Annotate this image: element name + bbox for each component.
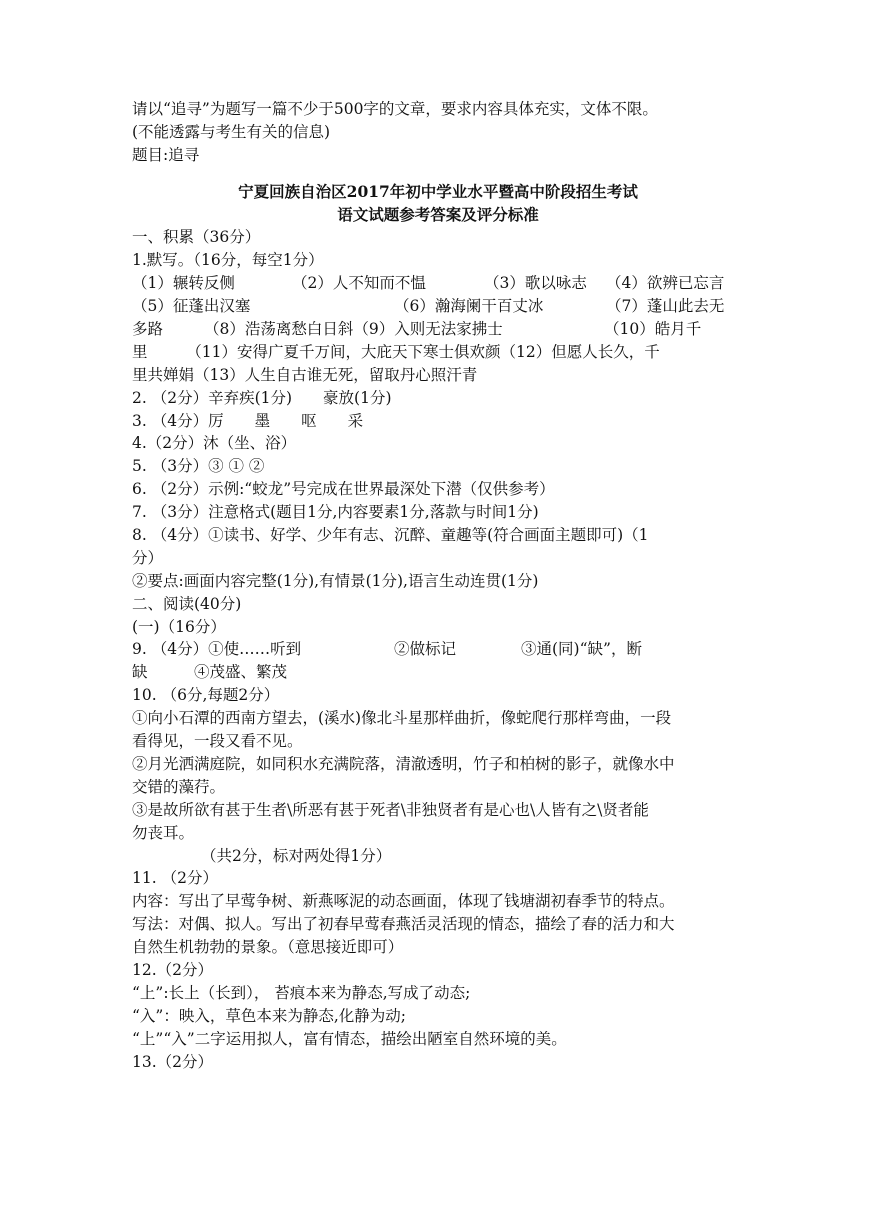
question-4-answer: 4.（2分）沐（坐、浴） (132, 434, 297, 453)
essay-prompt-note: (不能透露与考生有关的信息) (132, 122, 331, 141)
question-9-answers-row (132, 638, 744, 661)
answer-item: 多路 (132, 320, 164, 339)
essay-title-line: 题目:追寻 (132, 145, 200, 164)
answer-item: （5）征蓬出汉塞 (132, 297, 251, 316)
question-11-answer: 自然生机勃勃的景象。（意思接近即可） (132, 938, 404, 957)
question-3-answer: 3. （4分）厉 墨 呕 采 (132, 411, 364, 430)
question-10-answer: ③是故所欲有甚于生者\所恶有甚于死者\非独贤者有是心也\人皆有之\贤者能 (132, 800, 649, 819)
section-heading-accumulation: 一、积累（36分） (132, 228, 261, 247)
question-7-answer: 7. （3分）注意格式(题目1分,内容要素1分,落款与时间1分) (132, 503, 539, 522)
question-1-answers-row (132, 318, 744, 341)
question-10-answer: 勿丧耳。 (132, 823, 195, 842)
question-12-answer: “入”：映入，草色本来为静态,化静为动; (132, 1006, 406, 1025)
question-6-answer: 6. （2分）示例:“蛟龙”号完成在世界最深处下潜（仅供参考） (132, 480, 555, 499)
question-10-header: 10. （6分,每题2分） (132, 686, 280, 705)
question-5-answer: 5. （3分）③ ① ② (132, 457, 265, 476)
answer-item: （1）辗转反侧 (132, 274, 235, 293)
question-10-answer: ①向小石潭的西南方望去，(溪水)像北斗星那样曲折，像蛇爬行那样弯曲，一段 (132, 709, 672, 728)
question-1-answers-line: 里 （11）安得广夏千万间，大庇天下寒士俱欢颜（12）但愿人长久，千 (132, 342, 660, 361)
question-12-header: 12.（2分） (132, 960, 214, 979)
answer-document (132, 98, 744, 1073)
document-subtitle: 语文试题参考答案及评分标准 (337, 204, 539, 224)
question-12-answer: “上”:长上（长到）， 苔痕本来为静态,写成了动态; (132, 983, 471, 1002)
answer-item: ②做标记 (394, 640, 457, 659)
question-10-answer: 交错的藻荇。 (132, 777, 226, 796)
question-10-answer: 看得见，一段又看不见。 (132, 732, 303, 751)
section-heading-reading: 二、阅读(40分) (132, 594, 242, 613)
document-title: 宁夏回族自治区2017年初中学业水平暨高中阶段招生考试 (238, 181, 638, 201)
answer-item: （2）人不知而不愠 (292, 274, 426, 293)
question-8-answer: 分） (132, 548, 164, 567)
question-11-answer: 写法：对偶、拟人。写出了初春早莺春燕活灵活现的情态，描绘了春的活力和大 (132, 915, 675, 934)
question-1-answers-row (132, 272, 744, 295)
essay-prompt-line: 请以“追寻”为题写一篇不少于500字的文章，要求内容具体充实，文体不限。 (132, 100, 658, 118)
question-13-header: 13.（2分） (132, 1052, 214, 1071)
part-heading: (一)（16分） (132, 617, 226, 636)
answer-item: 9. （4分）①使……听到 (132, 640, 302, 659)
question-1-header: 1.默写。（16分，每空1分） (132, 251, 324, 270)
question-1-answers-line: 里共婵娟（13）人生自古谁无死，留取丹心照汗青 (132, 365, 478, 384)
answer-item: （10）皓月千 (604, 320, 702, 339)
question-11-answer: 内容：写出了早莺争树、新燕啄泥的动态画面，体现了钱塘湖初春季节的特点。 (132, 892, 675, 911)
question-8-answer: 8. （4分）①读书、好学、少年有志、沉醉、童趣等(符合画面主题即可)（1 (132, 526, 649, 545)
question-8-answer: ②要点:画面内容完整(1分),有情景(1分),语言生动连贯(1分) (132, 571, 539, 590)
question-1-answers-row (132, 295, 744, 318)
answer-item: （6）瀚海阑干百丈冰 (394, 297, 544, 316)
question-11-header: 11. （2分） (132, 869, 218, 888)
question-10-scoring-note: （共2分，标对两处得1分） (201, 846, 392, 865)
question-2-answer: 2. （2分）辛弃疾(1分) 豪放(1分) (132, 388, 392, 407)
answer-item: ③通(同)“缺”，断 (521, 640, 642, 659)
answer-item: （7）蓬山此去无 (606, 297, 725, 316)
question-9-answers-line: 缺 ④茂盛、繁茂 (132, 663, 288, 682)
answer-item: （4）欲辨已忘言 (606, 274, 725, 293)
answer-item: （3）歌以咏志 (484, 274, 587, 293)
question-10-answer: ②月光洒满庭院，如同积水充满院落，清澈透明，竹子和柏树的影子，就像水中 (132, 754, 675, 773)
question-12-answer: “上”“入”二字运用拟人，富有情态，描绘出陋室自然环境的美。 (132, 1029, 567, 1048)
answer-item: （8）浩荡离愁白日斜（9）入则无法家拂士 (204, 320, 503, 339)
